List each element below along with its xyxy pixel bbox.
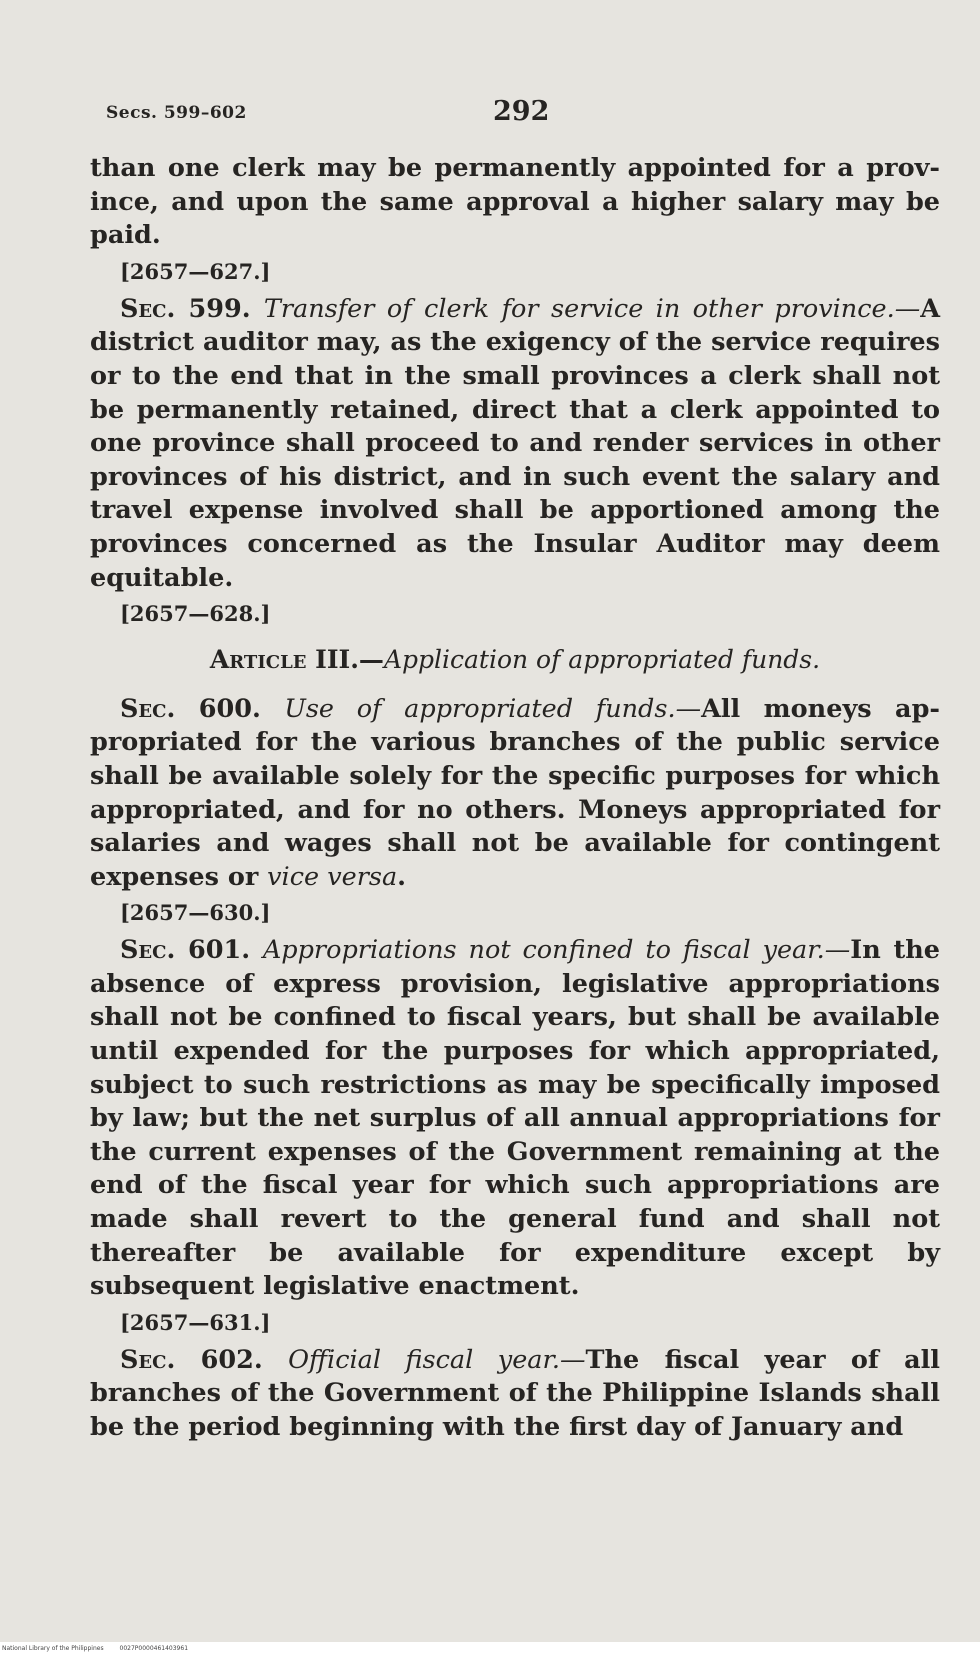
section-text-end: . [397, 861, 407, 892]
citation: [2657—628.] [120, 601, 271, 627]
page-body [90, 152, 940, 1445]
section-range-header: Secs. 599–602 [106, 103, 247, 123]
article-title: Application of appropriated funds. [383, 645, 821, 675]
citation: [2657—630.] [120, 900, 271, 926]
section-label: Sec. 599. [120, 293, 251, 324]
section-title: Appropriations not confined to fiscal year.— [262, 935, 851, 966]
section-text-italic: vice versa [267, 861, 398, 892]
page-number: 292 [493, 96, 550, 127]
article-label: Article III.— [209, 645, 384, 675]
section-text: In the absence of express provision, legislative appropriations shall not be confined to fiscal years, but shall be available until expended for the purposes for which appropriated, subject to such restrictions as may be specifically imposed by law; but the net surplus of all annual appropriations for the current expenses of the Government remaining at the end of the fiscal year for which such appropriations are made shall revert to the general fund and shall not thereafter be available for expenditure except by subsequent legislative enactment. [90, 935, 940, 1302]
scan-footer [0, 1642, 980, 1656]
section-text: The fiscal year of all branches of the Government of the Philippine Islands shall be the period beginning with the first day of January and [90, 1344, 940, 1442]
continuation-paragraph: than one clerk may be permanently appointed for a province, and upon the same approval a higher salary may be paid. [90, 153, 940, 251]
section-601 [90, 934, 940, 1304]
section-600 [90, 693, 940, 895]
scan-identifier: 0027P0000461403961 [119, 1645, 189, 1652]
citation: [2657—631.] [120, 1309, 271, 1335]
article-heading [90, 643, 940, 677]
section-title: Use of appropriated funds.— [284, 693, 702, 724]
section-602 [90, 1344, 940, 1445]
section-label: Sec. 601. [120, 935, 251, 966]
section-text: A district auditor may, as the exigency of the service requires or to the end that in the small provinces a clerk shall not be permanently retained, direct that a clerk appointed to one province shall proceed to and render services in other provinces of his district, and in such event the salary and travel expense involved shall be apportioned among the provinces concerned as the Insular Auditor may deem equitable. [90, 293, 940, 593]
section-title: Official fiscal year.— [288, 1344, 586, 1375]
section-label: Sec. 602. [120, 1344, 263, 1375]
section-label: Sec. 600. [120, 693, 261, 724]
section-text: All moneys appropriated for the various branches of the public service shall be available solely for the specific purposes for which appropriated, and for no others. Moneys appropriated for salaries and wages shall not be available for contingent expenses or [90, 693, 941, 892]
citation: [2657—627.] [120, 258, 271, 284]
section-599 [90, 293, 940, 595]
library-name: National Library of the Philippines [2, 1645, 104, 1652]
section-title: Transfer of clerk for service in other province.— [263, 293, 921, 324]
